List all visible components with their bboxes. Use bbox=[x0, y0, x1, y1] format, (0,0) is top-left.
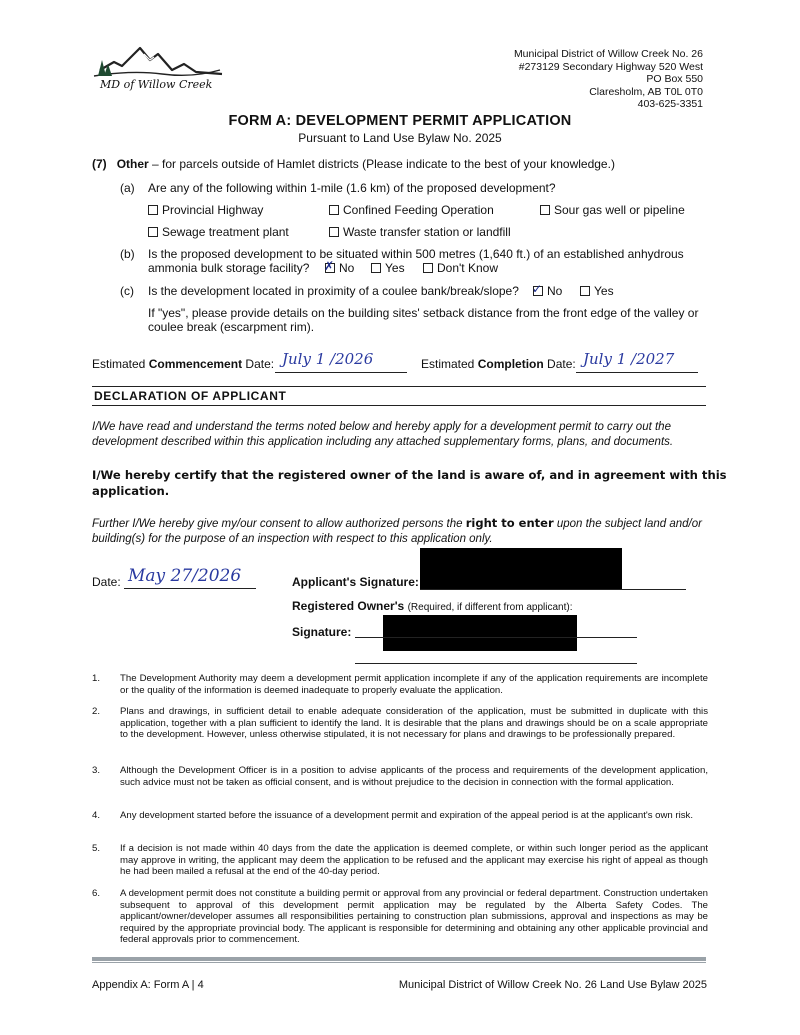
checkbox-checked[interactable] bbox=[324, 259, 335, 273]
option-label: Confined Feeding Operation bbox=[343, 203, 494, 217]
md-willow-creek-logo bbox=[92, 40, 227, 100]
checkbox[interactable] bbox=[148, 205, 158, 215]
form-title: FORM A: DEVELOPMENT PERMIT APPLICATION bbox=[228, 113, 572, 129]
footer-rule bbox=[92, 957, 706, 961]
checkbox[interactable] bbox=[329, 227, 339, 237]
question-c-note-2: coulee break (escarpment rim). bbox=[148, 320, 315, 334]
note-1: The Development Authority may deem a development permit application incomplete if any of the application requirements are incomplete or the quality of the information is deemed inadequate to properly evaluate the application. bbox=[120, 673, 708, 696]
address-line: Claresholm, AB T0L 0T0 bbox=[589, 85, 703, 98]
applicant-signature-label: Applicant's Signature: bbox=[292, 575, 419, 589]
owner-signature-label: Signature: bbox=[292, 625, 352, 639]
option-b-no[interactable] bbox=[325, 261, 354, 275]
checkbox[interactable] bbox=[423, 263, 433, 273]
form-subtitle: Pursuant to Land Use Bylaw No. 2025 bbox=[298, 131, 502, 145]
section-7-heading bbox=[92, 157, 615, 171]
logo-text: MD of Willow Creek bbox=[100, 78, 213, 91]
date-value[interactable]: May 27/2026 bbox=[128, 566, 242, 586]
option-label: Provincial Highway bbox=[162, 203, 264, 217]
section-number: (7) bbox=[92, 157, 107, 171]
checkbox[interactable] bbox=[371, 263, 381, 273]
option-b-dont-know[interactable] bbox=[423, 261, 498, 275]
address-line: #273129 Secondary Highway 520 West bbox=[518, 60, 703, 73]
paragraph-bold: right to enter bbox=[465, 516, 554, 530]
note-2: Plans and drawings, in sufficient detail to enable adequate consideration of the application, must be submitted in duplicate with this application, together with a plan sufficient to identify the land. It is desirable that the plans and drawings should be on a scale appropriate to the development. However, unless otherwise stipulated, it is not necessary for plans and drawings to be professionally prepared. bbox=[120, 706, 708, 740]
note-number: 4. bbox=[92, 810, 101, 821]
option-b-yes[interactable] bbox=[371, 261, 405, 275]
option-label: Don't Know bbox=[437, 261, 498, 275]
checkbox[interactable] bbox=[148, 227, 158, 237]
option-label: Waste transfer station or landfill bbox=[343, 225, 511, 239]
label-suffix: Date: bbox=[242, 357, 275, 371]
label-prefix: Estimated bbox=[421, 357, 478, 371]
footer-left: Appendix A: Form A | 4 bbox=[92, 979, 204, 991]
completion-date-value[interactable]: July 1 /2027 bbox=[583, 350, 675, 368]
option-c-no[interactable] bbox=[533, 284, 562, 298]
note-number: 6. bbox=[92, 888, 101, 899]
note-number: 2. bbox=[92, 706, 101, 717]
label-bold: Commencement bbox=[148, 357, 243, 371]
date-line bbox=[124, 588, 256, 589]
paragraph-line: I/We have read and understand the terms noted below and hereby apply for a development permit to carry out the bbox=[92, 421, 671, 433]
heading-text: DECLARATION OF APPLICANT bbox=[94, 389, 287, 403]
address-line: 403-625-3351 bbox=[637, 98, 703, 110]
question-c-label: (c) bbox=[120, 284, 134, 298]
note-6: A development permit does not constitute a building permit or approval from any provincial or federal department. Construction undertaken subsequent to approval of this development permit application may be regulated by the Alberta Safety Codes. The applicant/owner/developer assumes all responsibilities pertaining to construction plan submissions, approval and inspections as may be required by the appropriate provincial body. The applicant is responsible for determining and obtaining any other applicable provincial and federal approvals prior to commencement. bbox=[120, 888, 708, 945]
option-provincial-highway[interactable] bbox=[148, 203, 263, 217]
note-number: 1. bbox=[92, 673, 101, 684]
option-label: No bbox=[547, 284, 563, 298]
registered-owner-label bbox=[292, 599, 572, 615]
paragraph-line: application. bbox=[92, 484, 170, 498]
option-label: Yes bbox=[385, 261, 405, 275]
question-b-text-2: ammonia bulk storage facility? bbox=[148, 261, 310, 275]
option-label: Sour gas well or pipeline bbox=[554, 203, 685, 217]
paragraph-line: development described within this application including any attached supplementary forms, plans, and documents. bbox=[92, 436, 674, 448]
checkbox[interactable] bbox=[580, 286, 590, 296]
district-address bbox=[514, 48, 703, 111]
check-mark-icon: ✓ bbox=[532, 282, 543, 296]
option-label: Yes bbox=[594, 284, 614, 298]
owner-signature-line bbox=[355, 637, 637, 638]
note-number: 5. bbox=[92, 843, 101, 854]
option-sewage-treatment[interactable] bbox=[148, 225, 289, 239]
paragraph-text: Further I/We hereby give my/our consent to allow authorized persons the bbox=[92, 518, 466, 530]
commencement-date-line bbox=[275, 372, 407, 373]
completion-date-label bbox=[421, 357, 576, 371]
applicant-signature-line bbox=[420, 589, 686, 590]
owner-signature-line-2 bbox=[355, 663, 637, 664]
owner-label-bold: Registered Owner's bbox=[292, 599, 405, 613]
address-line: PO Box 550 bbox=[646, 73, 703, 85]
paragraph-line: I/We hereby certify that the registered owner of the land is aware of, and in agreement with this bbox=[92, 468, 727, 482]
paragraph-line: building(s) for the purpose of an inspection with respect to this application only. bbox=[92, 533, 493, 545]
question-b-label: (b) bbox=[120, 247, 135, 261]
note-number: 3. bbox=[92, 765, 101, 776]
option-c-yes[interactable] bbox=[580, 284, 614, 298]
label-suffix: Date: bbox=[543, 357, 576, 371]
label-bold: Completion bbox=[477, 357, 544, 371]
owner-note: (Required, if different from applicant): bbox=[407, 602, 573, 613]
note-3: Although the Development Officer is in a position to advise applicants of the process and requirements of the development application, such advice must not be taken as official consent, and is without prejudice to the decision in connection with the formal application. bbox=[120, 765, 708, 788]
option-label: No bbox=[339, 261, 355, 275]
question-c-note-1: If "yes", please provide details on the building sites' setback distance from the front edge of the valley or bbox=[148, 306, 699, 320]
checkbox[interactable] bbox=[329, 205, 339, 215]
redacted-signature bbox=[420, 548, 622, 590]
option-confined-feeding[interactable] bbox=[329, 203, 494, 217]
section-description: – for parcels outside of Hamlet districts (Please indicate to the best of your knowledge.) bbox=[148, 157, 615, 171]
paragraph-text: upon the subject land and/or bbox=[553, 518, 702, 530]
declaration-paragraph-3 bbox=[92, 516, 702, 547]
commencement-date-value[interactable]: July 1 /2026 bbox=[282, 350, 374, 368]
declaration-paragraph-2 bbox=[92, 467, 727, 499]
question-c-text: Is the development located in proximity of a coulee bank/break/slope? bbox=[148, 284, 519, 298]
footer-right: Municipal District of Willow Creek No. 26 Land Use Bylaw 2025 bbox=[398, 979, 707, 991]
declaration-paragraph-1 bbox=[92, 420, 673, 450]
declaration-heading bbox=[92, 386, 706, 406]
note-4: Any development started before the issuance of a development permit and expiration of the appeal period is at the applicant's own risk. bbox=[120, 810, 694, 821]
redacted-owner-signature bbox=[383, 615, 577, 651]
option-sour-gas[interactable] bbox=[540, 203, 685, 217]
address-line: Municipal District of Willow Creek No. 26 bbox=[513, 48, 703, 60]
date-label: Date: bbox=[92, 575, 121, 589]
checkbox-checked[interactable] bbox=[532, 282, 543, 296]
question-a-label: (a) bbox=[120, 181, 135, 195]
footer-rule-thin bbox=[92, 962, 706, 963]
label-prefix: Estimated bbox=[92, 357, 149, 371]
option-label: Sewage treatment plant bbox=[162, 225, 289, 239]
completion-date-line bbox=[576, 372, 698, 373]
section-label: Other bbox=[116, 157, 149, 171]
question-b-text-1: Is the proposed development to be situated within 500 metres (1,640 ft.) of an established anhydrous bbox=[148, 247, 684, 261]
note-5: If a decision is not made within 40 days from the date the application is deemed complete, or within such longer period as the applicant may approve in writing, the applicant may deem the application to be refused and the applicant may exercise his right of appeal as though he had been mailed a refusal at the end of the 40-day period. bbox=[120, 843, 708, 877]
option-waste-transfer[interactable] bbox=[329, 225, 511, 239]
checkbox[interactable] bbox=[540, 205, 550, 215]
check-mark-icon: ✗ bbox=[324, 259, 335, 273]
commencement-date-label bbox=[92, 357, 274, 371]
question-a-text: Are any of the following within 1-mile (1.6 km) of the proposed development? bbox=[148, 181, 556, 195]
